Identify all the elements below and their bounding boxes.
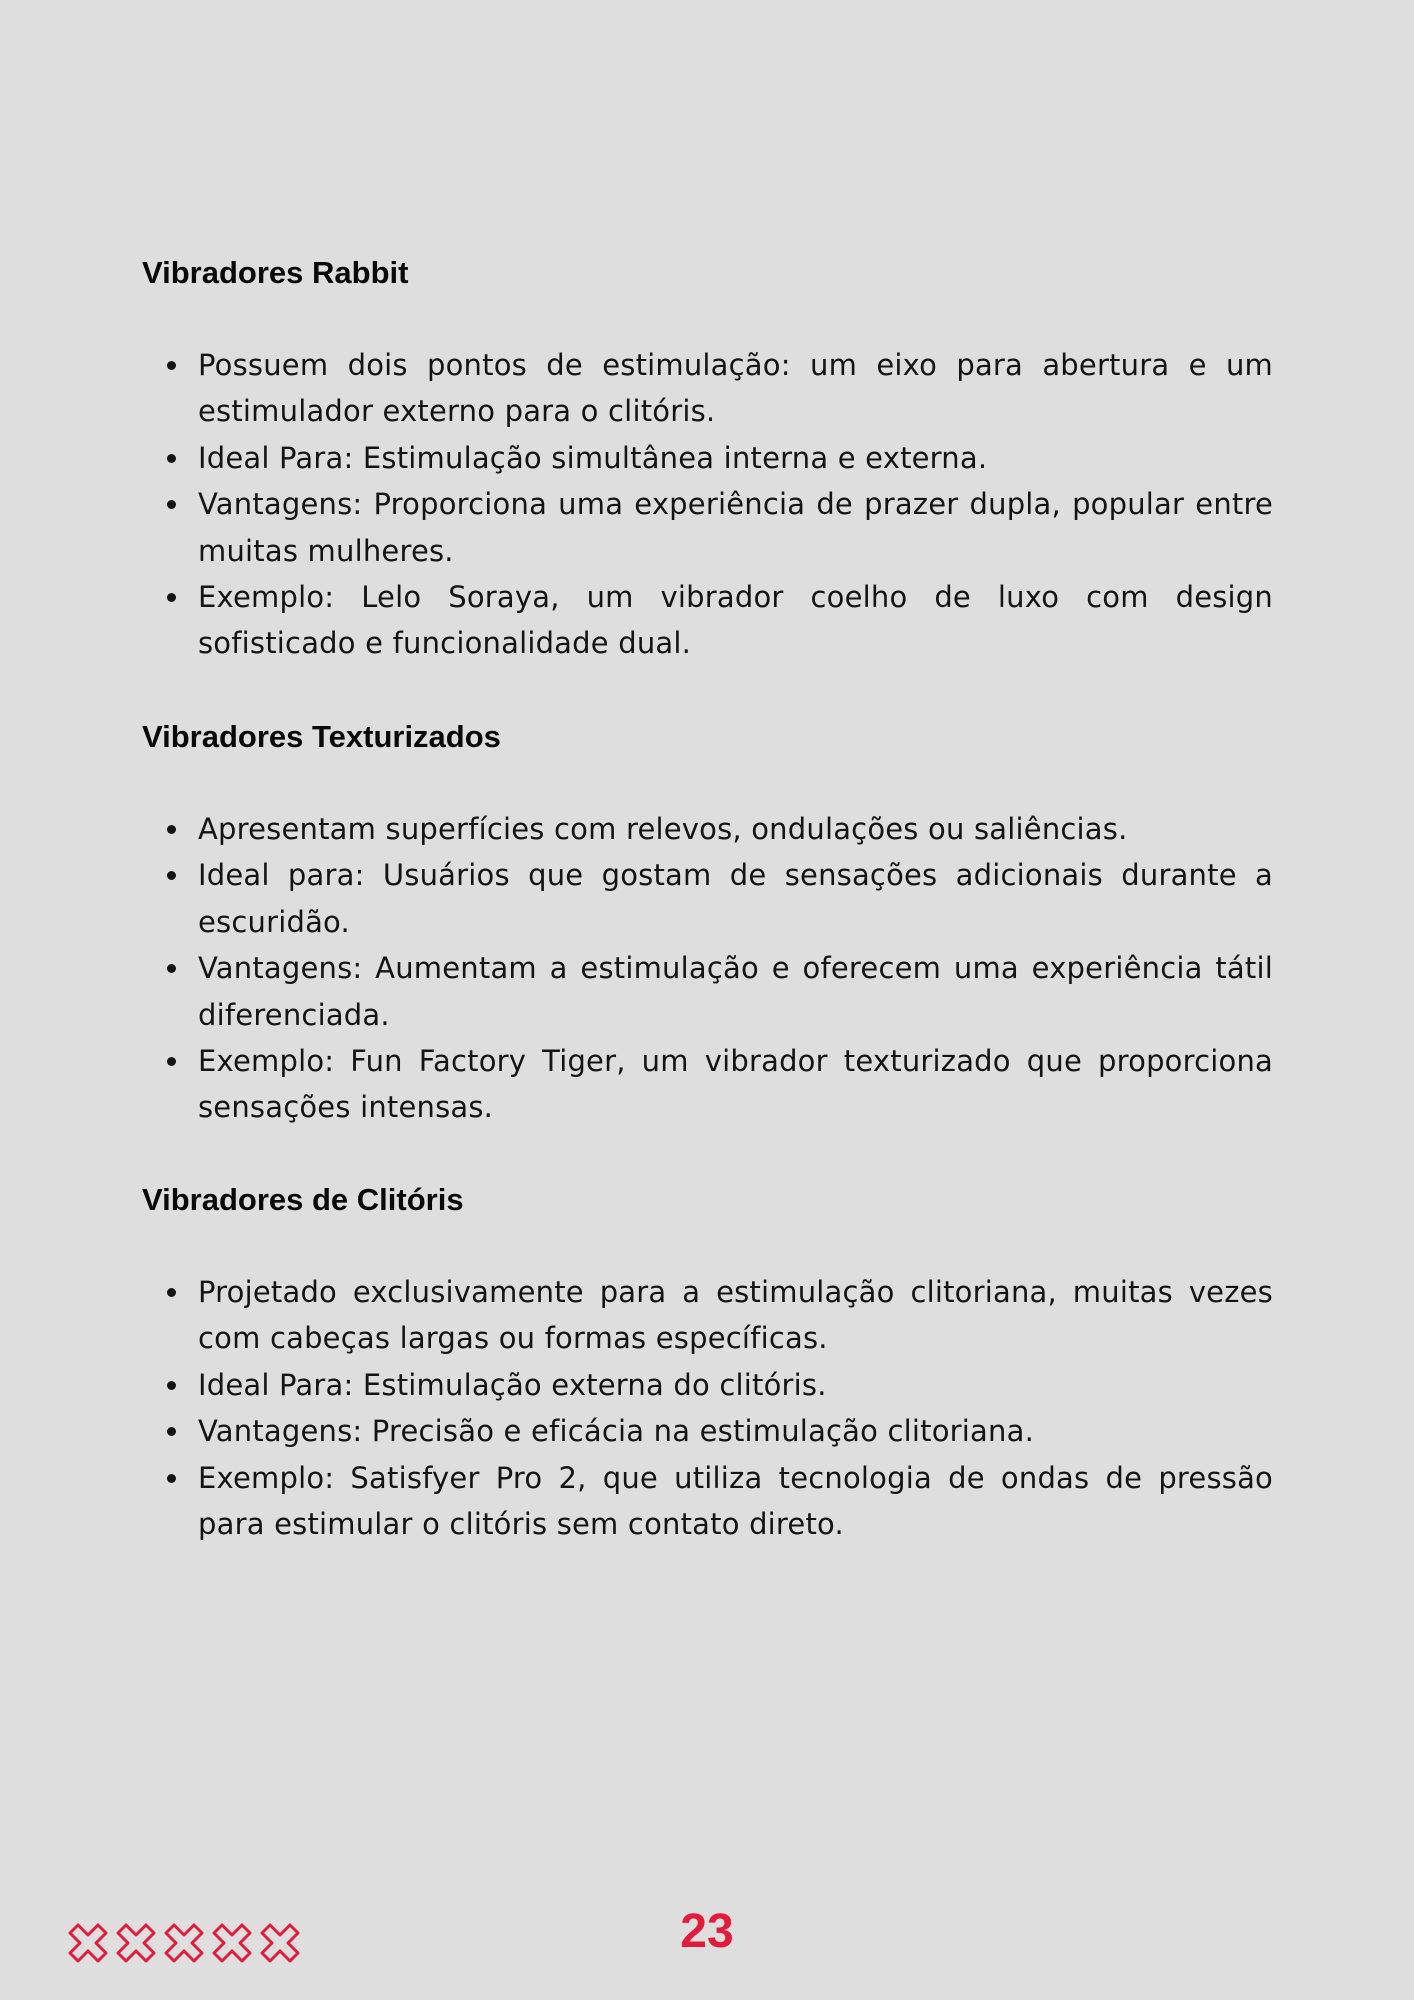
page-number: 23 xyxy=(680,1905,734,1958)
list-item: Ideal Para: Estimulação externa do clitóris. xyxy=(142,1362,1273,1408)
bullet-list xyxy=(142,1269,1273,1547)
list-item: Exemplo: Lelo Soraya, um vibrador coelho de luxo com design sofisticado e funcionalidade dual. xyxy=(142,574,1273,667)
list-item: Apresentam superfícies com relevos, ondulações ou saliências. xyxy=(142,806,1273,852)
section-heading: Vibradores Texturizados xyxy=(142,719,501,754)
section-heading: Vibradores de Clitóris xyxy=(142,1182,464,1217)
list-item: Possuem dois pontos de estimulação: um eixo para abertura e um estimulador externo para o clitóris. xyxy=(142,342,1273,435)
list-item: Ideal para: Usuários que gostam de sensações adicionais durante a escuridão. xyxy=(142,852,1273,945)
bullet-list xyxy=(142,806,1273,1131)
list-item: Exemplo: Satisfyer Pro 2, que utiliza tecnologia de ondas de pressão para estimular o clitóris sem contato direto. xyxy=(142,1455,1273,1548)
list-item: Vantagens: Precisão e eficácia na estimulação clitoriana. xyxy=(142,1408,1273,1454)
section-heading: Vibradores Rabbit xyxy=(142,255,409,290)
section-vibradores-texturizados xyxy=(142,714,1273,1131)
bullet-list xyxy=(142,342,1273,667)
list-item: Vantagens: Aumentam a estimulação e oferecem uma experiência tátil diferenciada. xyxy=(142,945,1273,1038)
list-item: Projetado exclusivamente para a estimulação clitoriana, muitas vezes com cabeças largas ou formas específicas. xyxy=(142,1269,1273,1362)
list-item: Vantagens: Proporciona uma experiência de prazer dupla, popular entre muitas mulheres. xyxy=(142,481,1273,574)
list-item: Ideal Para: Estimulação simultânea interna e externa. xyxy=(142,435,1273,481)
section-vibradores-de-clitoris xyxy=(142,1177,1273,1547)
section-vibradores-rabbit xyxy=(142,250,1273,667)
list-item: Exemplo: Fun Factory Tiger, um vibrador texturizado que proporciona sensações intensas. xyxy=(142,1038,1273,1131)
